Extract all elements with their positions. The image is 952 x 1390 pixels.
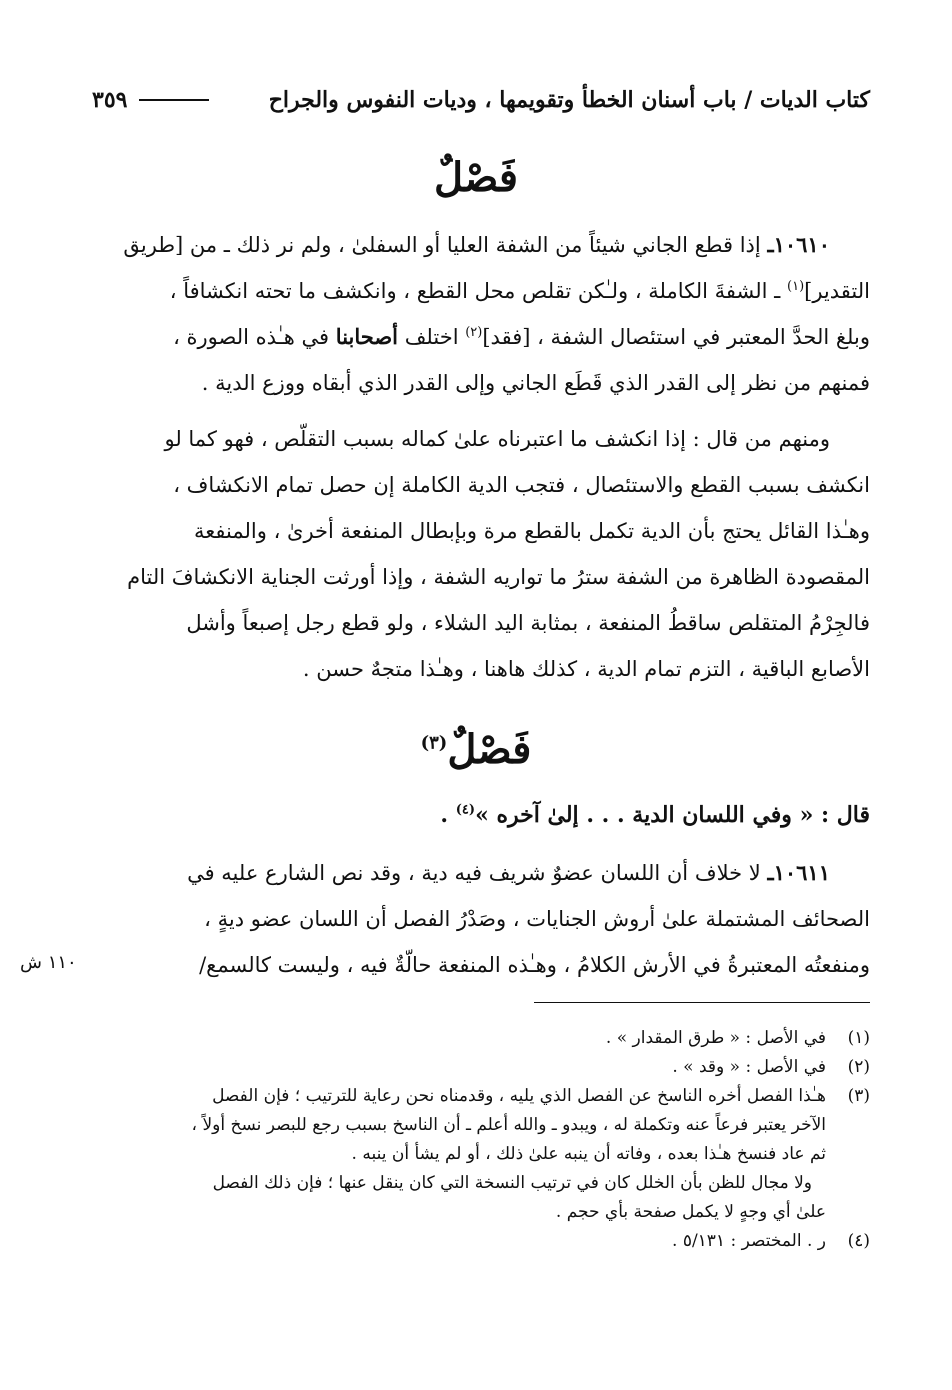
para-others-line-6: الأصابع الباقية ، التزم تمام الدية ، كذلك هاهنا ، وهـٰذا متجهٌ حسن . [302,657,870,681]
header-rule [139,99,209,101]
footnote-3-line-5: علىٰ أي وجهٍ لا يكمل صفحة بأي حجم . [555,1202,826,1222]
page-number: ٣٥٩ [92,87,128,113]
para-10610-line-2 [92,268,870,314]
manuscript-margin-note: ١١٠ ش [20,952,77,973]
quote-end: . [440,802,449,828]
paragraph-10611 [92,850,870,988]
footnote-2 [92,1053,870,1082]
running-header [92,80,870,120]
footnote-3-line-2: الآخر يعتبر فرعاً عنه وتكملة له ، ويبدو ـ والله أعلم ـ أن الناسخ بسبب رجع للبصر نسخ أولاً ، [191,1115,826,1135]
para-10611-line-1-text: لا خلاف أن اللسان عضوٌ شريف فيه دية ، وقد نص الشارع عليه في [187,861,761,885]
footnote-ref-1: (١) [787,279,805,294]
para-10611-line-1 [92,850,870,896]
paragraph-others [92,416,870,692]
footnote-1-num: (١) [847,1028,870,1048]
quote-text: قال : « وفي اللسان الدية . . . إلىٰ آخره » [475,802,870,828]
para-others-line-4: المقصودة الظاهرة من الشفة سترُ ما تواريه الشفة ، وإذا أورثت الجناية الانكشافَ التام [127,565,870,589]
quote-line [92,792,870,838]
para-10610-line-3b: اختلف [404,325,459,349]
footnote-3-line-1: هـٰذا الفصل أخره الناسخ عن الفصل الذي يليه ، وقدمناه نحن رعاية للترتيب ؛ فإن الفصل [212,1086,826,1106]
footnote-1 [92,1024,870,1053]
footnote-3-num: (٣) [847,1086,870,1106]
para-10610-ashabuna: أصحابنا [335,324,398,349]
para-10610-line-1 [92,222,870,268]
para-others-line-1: ومنهم من قال : إذا انكشف ما اعتبرناه علىٰ كماله بسبب التقلّص ، فهو كما لو [164,427,830,451]
para-10610-number: ١٠٦١٠ـ [767,232,830,257]
section-heading-2 [0,722,952,778]
para-10610-line-2b: ـ الشفةَ الكاملة ، ولـٰكن تقلص محل القطع ، وانكشف ما تحته انكشافاً ، [169,279,781,303]
footnote-2-text: في الأصل : « وقد » . [672,1057,826,1077]
header-title: كتاب الديات / باب أسنان الخطأ وتقويمها ، وديات النفوس والجراح [268,87,870,113]
paragraph-10610 [92,222,870,406]
footnote-4-num: (٤) [847,1231,870,1251]
footnote-3-line-4: ولا مجال للظن بأن الخلل كان في ترتيب النسخة التي كان ينقل عنها ؛ فإن ذلك الفصل [212,1173,812,1193]
header-page-group [92,87,221,113]
para-10611-number: ١٠٦١١ـ [767,860,830,885]
footnote-4 [92,1227,870,1256]
para-10611-line-2: الصحائف المشتملة علىٰ أروش الجنايات ، وصَدْرُ الفصل أن اللسان عضو ديةٍ ، [204,907,870,931]
para-10610-line-1-text: إذا قطع الجاني شيئاً من الشفة العليا أو السفلىٰ ، ولم نر ذلك ـ من [طريق [123,233,761,257]
footnote-3 [92,1082,870,1111]
footnotes [92,1024,870,1256]
footnote-separator [534,1002,870,1003]
footnote-ref-3: (٣) [420,732,448,754]
footnote-4-text: ر . المختصر : ٥/١٣١ . [672,1231,826,1251]
footnote-3-line-3: ثم عاد فنسخ هـٰذا بعده ، وفاته أن ينبه علىٰ ذلك ، أو لم يشأ أن ينبه . [351,1144,826,1164]
para-others-line-3: وهـٰذا القائل يحتج بأن الدية تكمل بالقطع مرة وبإبطال المنفعة أخرىٰ ، والمنفعة [194,519,870,543]
footnote-2-num: (٢) [847,1057,870,1077]
section-heading-1-text: فَصْلٌ [433,154,519,201]
para-10610-line-2a: التقدير] [804,279,870,303]
para-10610-line-3d: في هـٰذه الصورة ، [173,325,330,349]
footnote-1-text: في الأصل : « طرق المقدار » . [605,1028,826,1048]
section-heading-1 [0,150,952,206]
footnote-ref-4: (٤) [455,802,476,818]
para-others-line-5: فالجِرْمُ المتقلص ساقطُ المنفعة ، بمثابة اليد الشلاء ، ولو قطع رجل إصبعاً وأشل [186,611,870,635]
footnote-ref-2: (٢) [465,325,483,340]
para-10610-line-3 [92,314,870,360]
para-10610-line-4: فمنهم من نظر إلى القدر الذي قَطَع الجاني وإلى القدر الذي أبقاه ووزع الدية . [201,371,870,395]
para-others-line-2: انكشف بسبب القطع والاستئصال ، فتجب الدية الكاملة إن حصل تمام الانكشاف ، [173,473,870,497]
section-heading-2-text: فَصْلٌ [447,726,532,773]
para-10611-line-3: ومنفعتُه المعتبرةُ في الأرش الكلامُ ، وهـٰذه المنفعة حالّةٌ فيه ، وليست كالسمع/ [199,953,870,977]
para-10610-line-3a: وبلغ الحدَّ المعتبر في استئصال الشفة ، [فقد] [482,325,870,349]
